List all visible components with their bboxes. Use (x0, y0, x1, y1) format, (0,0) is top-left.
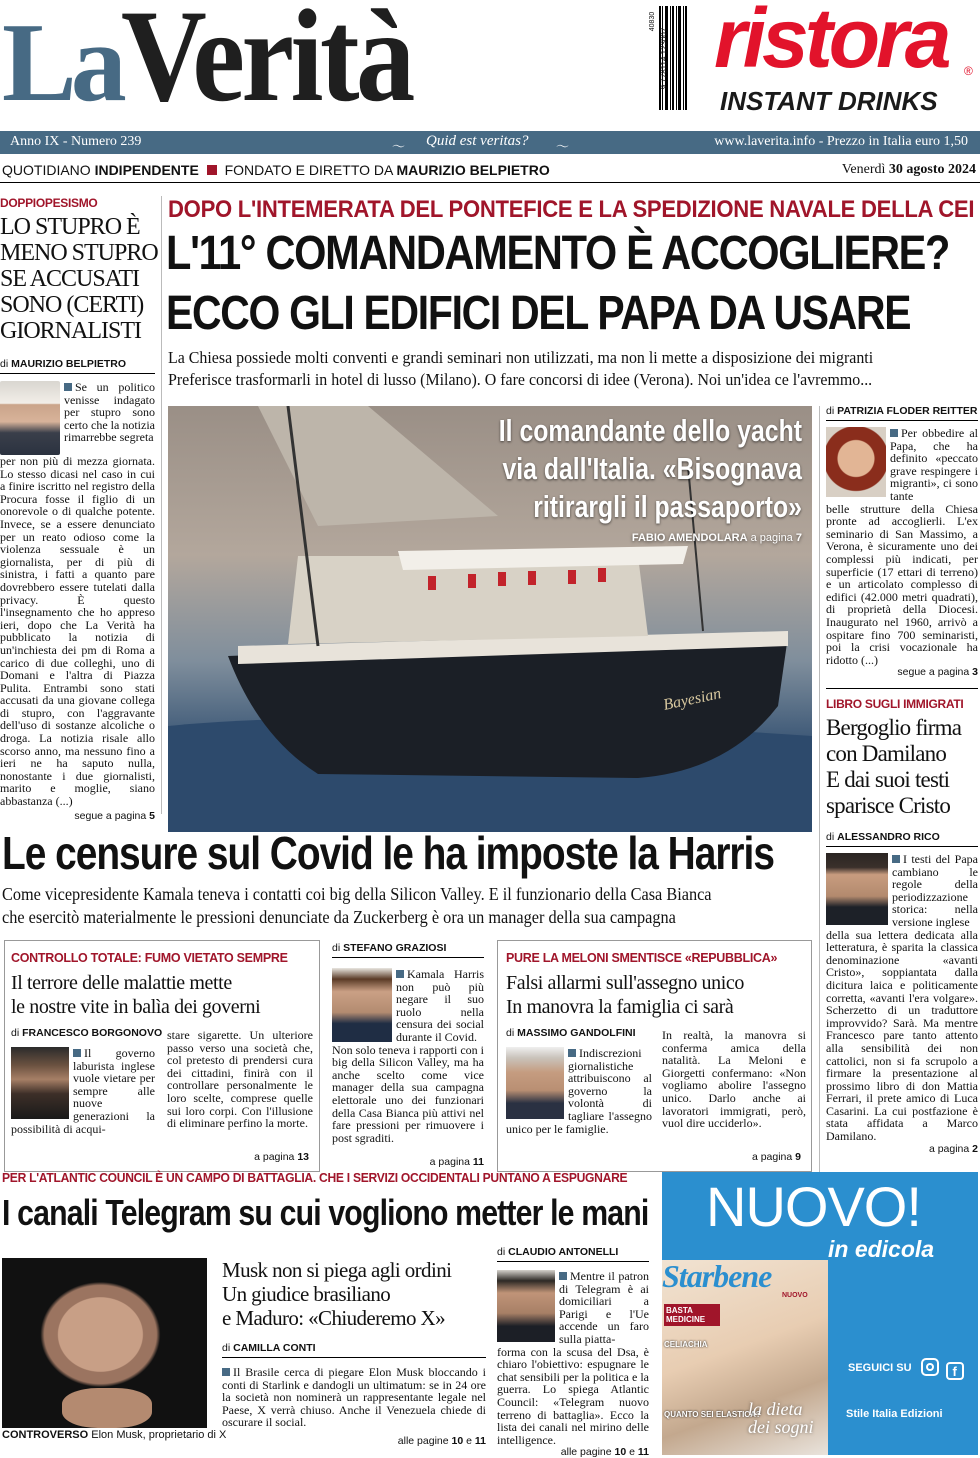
divider (819, 406, 820, 1178)
author-photo (497, 1270, 555, 1342)
telegram-headline[interactable]: I canali Telegram su cui vogliono metter le mani (2, 1192, 649, 1233)
kicker: DOPPIOPESISMO (0, 196, 98, 210)
author-photo (0, 381, 60, 455)
square-bullet-icon (892, 855, 900, 863)
byline: di MASSIMO GANDOLFINI (506, 1027, 636, 1039)
page-ref[interactable]: a pagina 13 (254, 1151, 309, 1163)
square-bullet-icon (222, 1368, 230, 1376)
square-bullet-icon (73, 1049, 81, 1057)
yacht-photo[interactable] (168, 406, 812, 832)
divider (332, 957, 484, 958)
divider (826, 420, 978, 421)
barcode-number: 9 778114 123007 (659, 27, 669, 90)
ad-title: NUOVO! (706, 1175, 921, 1238)
starbene-ad[interactable] (662, 1172, 978, 1455)
byline: di FRANCESCO BORGONOVO (11, 1027, 163, 1039)
article-body (0, 381, 155, 822)
musk-headline[interactable]: Musk non si piega agli ordini Un giudice brasiliano e Maduro: «Chiuderemo X» (222, 1258, 452, 1330)
page-ref[interactable]: alle pagine 10 e 11 (560, 1446, 649, 1458)
divider (497, 1261, 649, 1262)
main-headline-1[interactable]: L'11° COMANDAMENTO È ACCOGLIERE? (166, 227, 950, 280)
article-text-wrap: Se un politico venisse indagato per stupro sono certo che la notizia rimarrebbe segreta (64, 380, 155, 445)
page-ref[interactable]: segue a pagina 3 (897, 666, 978, 679)
musk-photo[interactable] (2, 1258, 207, 1428)
borgonovo-box: CONTROLLO TOTALE: FUMO VIETATO SEMPRE Il terrore delle malattie mette le nostre vite in balìa dei governi di FRANCESCO BORGONOVO Il governo laburista inglese vuole vietare per sempre alle nuove generazioni la possibilità di acqui- stare sigarette. Un ulteriore passo verso una società che, col pretesto di prendersi cura dei cittadini, finirà con il controllare personalmente le loro scelte, comprese quelle sui loro corpi. Con l'illusione di eliminare perfino la morte. a pagina 13 (4, 940, 320, 1172)
covid-headline[interactable]: Le censure sul Covid le ha imposte la Harris (2, 827, 774, 879)
author-photo (506, 1047, 564, 1119)
logo-la: La (2, 1, 121, 125)
swash-ornament-icon: 〜 (392, 139, 406, 154)
page-ref[interactable]: a pagina 2 (928, 1142, 978, 1155)
square-bullet-icon (64, 383, 72, 391)
main-deck-2: Preferisce trasformarli in hotel di lusso (Milano). O fare concorsi di idee (Verona). Noi un'idea ce l'avremmo... (168, 370, 873, 389)
byline: di PATRIZIA FLODER REITTER (826, 405, 978, 417)
instagram-icon[interactable] (921, 1358, 939, 1376)
yacht-overlay: Il comandante dello yacht via dall'Italia. «Bisognava ritirargli il passaporto» FABIO AMENDOLARA a pagina 7 (423, 412, 802, 544)
main-headline-2[interactable]: ECCO GLI EDIFICI DEL PAPA DA USARE (166, 287, 911, 340)
ad-publisher: Stile Italia Edizioni (846, 1408, 943, 1420)
issue-number: Anno IX - Numero 239 (10, 134, 142, 149)
square-bullet-icon (396, 970, 404, 978)
ristora-logo: ristora (714, 0, 948, 85)
antonelli-article: di CLAUDIO ANTONELLI Mentre il patron di Telegram è ai domiciliari a Parigi e l'Ue accende un faro sulla piatta- forma con la scusa del Dsa, è chiaro l'obiettivo: espugnare le chat sensibili per la politica e la guerra. Lo spiega Atlantic Council: «Telegram nuovo terreno di battaglia». Ecco la lista dei canali nel mirino delle intelligence. alle pagine 10 e 11 (497, 1246, 649, 1458)
square-bullet-icon (568, 1049, 576, 1057)
date: Venerdì 30 agosto 2024 (841, 162, 976, 177)
ristora-reg: ® (964, 64, 973, 78)
divider (826, 688, 978, 689)
divider (0, 373, 155, 374)
musk-article: Musk non si piega agli ordini Un giudice brasiliano e Maduro: «Chiuderemo X» di CAMILLA CONTI Il Brasile cerca di piegare Elon Musk bloccando i conti di Starlink e dandogli un ultimatum: se in 24 ore la società non nominerà un rappresentante legale nel Paese, X verrà chiuso. Anche il Venezuela chiede di oscurare il social. alle pagine 10 e 11 (222, 1258, 486, 1447)
left-headline[interactable]: LO STUPRO È MENO STUPRO SE ACCUSATI SONO (CERTI) GIORNALISTI (0, 214, 158, 344)
graziosi-article: di STEFANO GRAZIOSI Kamala Harris non può più negare il suo ruolo nella censura dei social durante il Covid. Non solo teneva i rapporti con i big della Silicon Valley, ma ha anche scelto come vice manager della sua campagna elettorale uno dei funzionari della Casa Bianca più attivi nel fare pressioni per rimuovere i post sgraditi. a pagina 11 (332, 942, 484, 1169)
byline: di CLAUDIO ANTONELLI (497, 1246, 619, 1258)
motto: Quid est veritas? (426, 133, 529, 149)
author-photo (826, 853, 888, 925)
divider (0, 182, 980, 183)
byline: di STEFANO GRAZIOSI (332, 942, 447, 954)
masthead-tagline: QUOTIDIANO INDIPENDENTE FONDATO E DIRETTO DA MAURIZIO BELPIETRO (2, 162, 550, 178)
facebook-icon[interactable]: f (946, 1362, 964, 1380)
author-photo (11, 1047, 69, 1119)
ristora-ad[interactable] (712, 0, 980, 122)
covid-deck-1: Come vicepresidente Kamala teneva i contatti coi big della Silicon Valley. E il funzionario della Casa Bianca (2, 884, 712, 904)
ristora-sub: INSTANT DRINKS (720, 86, 938, 116)
page-ref[interactable]: alle pagine 10 e 11 (397, 1434, 486, 1447)
page-ref[interactable]: a pagina 9 (751, 1151, 801, 1163)
author-photo (332, 968, 392, 1042)
article-text: per non più di mezza giornata. Lo stesso dicasi nel caso in cui a finire iscritto nel registro della Procura fosse il figlio di un onorevole o di qualche potente. Invece, se a essere denunciato per un reato odioso come la violenza sessuale è un giornalista, per di più di sinistra, i fatti a quanto pare dovrebbero essere tutelati dalla privacy. È questo l'insegnamento che ho appreso ieri, dopo che La Verità ha pubblicato la notizia di un'inchiesta dei pm di Roma a carico di due colleghi, uno di Domani e l'altra di Piazza Pulita. Entrambi sono stati accusati da una giovane collega di stupro, con l'aggravante dell'uso di sostanze alcoliche o droga. La notizia risale allo scorso anno, ma nessuno fino a ieri ne ha saputo nulla, nonostante i due giornalisti, marito e moglie, siano abbastanza (...) (0, 454, 155, 809)
photo-caption: CONTROVERSO Elon Musk, proprietario di X (2, 1429, 227, 1441)
gandolfini-box: PURE LA MELONI SMENTISCE «REPUBBLICA» Falsi allarmi sull'assegno unico In manovra la famiglia ci sarà di MASSIMO GANDOLFINI Indiscrezioni giornalistiche attribuiscono al governo la volontà di tagliare l'assegno unico per le famiglie. In realtà, la manovra si conferma amica della natalità. La Meloni e Giorgetti confermano: «Non vogliamo abolire l'assegno unico. Darlo anche ai lavoratori immigrati, però, vuol dire ucciderlo». a pagina 9 (497, 940, 812, 1172)
barcode-icon (645, 2, 689, 122)
divider (222, 1357, 486, 1358)
gandolfini-headline[interactable]: Falsi allarmi sull'assegno unico In manovra la famiglia ci sarà (506, 972, 744, 1018)
byline: di MAURIZIO BELPIETRO (0, 358, 127, 370)
follow-us: SEGUICI SU f (848, 1358, 964, 1380)
ad-subtitle: in edicola (828, 1236, 935, 1262)
divider (161, 196, 162, 814)
byline: di CAMILLA CONTI (222, 1342, 316, 1354)
masthead-logo[interactable] (2, 0, 444, 129)
telegram-kicker: PER L'ATLANTIC COUNCIL È UN CAMPO DI BATTAGLIA. CHE I SERVIZI OCCIDENTALI PUNTANO A ESPUGNARE (2, 1170, 628, 1185)
main-kicker: DOPO L'INTEMERATA DEL PONTEFICE E LA SPEDIZIONE NAVALE DELLA CEI (168, 196, 975, 223)
byline: di ALESSANDRO RICO (826, 831, 940, 843)
square-bullet-icon (890, 429, 898, 437)
site-price: www.laverita.info - Prezzo in Italia euro 1,50 (714, 134, 968, 149)
author-photo (826, 427, 886, 497)
page-ref[interactable]: a pagina 11 (429, 1156, 484, 1169)
left-column (0, 196, 158, 822)
logo-verita: Verità (120, 0, 412, 129)
barcode-issue: 40830 (649, 11, 657, 32)
boat-name: Bayesian (661, 685, 723, 714)
masthead-bar (0, 131, 980, 154)
floder-article: di PATRIZIA FLODER REITTER Per obbedire al Papa, che ha definito «peccato grave respingere i migranti», ci sono tante belle strutture della Chiesa pronte ad accoglierli. L'ex seminario di San Massimo, a Verona, è sicuramente uno dei complessi più indicati, per superficie (17 ettari di terreno) e un articolato complesso di edifici (42.000 metri quadrati), di proprietà della Diocesi. Inaugurato nel 1960, arrivò a ospitare fino 700 seminaristi, poi la crisi vocazionale ha ridotto (...) segue a pagina 3 (826, 405, 978, 679)
bergoglio-headline[interactable]: Bergoglio firma con Damilano E dai suoi testi sparisce Cristo (826, 715, 962, 818)
byline[interactable]: FABIO AMENDOLARA a pagina 7 (631, 532, 802, 544)
divider (826, 846, 978, 847)
covid-deck-2: che esercitò materialmente le pressioni denunciate da Zuckerberg è ora un manager della sua campagna (2, 907, 676, 927)
magazine-cover: Starbene NUOVO BASTA MEDICINE CELIACHIA QUANTO SEI ELASTICA? la dieta dei sogni (662, 1260, 828, 1455)
bergoglio-article: LIBRO SUGLI IMMIGRATI Bergoglio firma con Damilano E dai suoi testi sparisce Cristo di ALESSANDRO RICO I testi del Papa cambiano le regole della periodizzazione storica: nella versione inglese della sua lettera dedicata alla letteratura, è sparita la classica denominazione «avanti Cristo», soppiantata dalla dicitura laica e politicamente corretta, «avanti l'era volgare». Scherzetto di un traduttore improvvido? Sarà. Ma mentre Francesco pare tanto attento alla sensibilità dei non cattolici, non si fa scrupolo a firmare la presentazione al prossimo libro di don Mattia Ferrari, il prete amico di Luca Casarini. La cui postfazione è stata affidata a Marco Damilano. a pagina 2 (826, 697, 978, 1155)
page-ref[interactable]: segue a pagina 5 (74, 809, 155, 822)
borgonovo-headline[interactable]: Il terrore delle malattie mette le nostre vite in balìa dei governi (11, 972, 261, 1018)
main-deck-1: La Chiesa possiede molti conventi e grandi seminari non utilizzati, ma non li mette a disposizione dei migranti (168, 348, 874, 367)
square-bullet-icon (207, 165, 217, 175)
swash-ornament-icon: 〜 (556, 139, 570, 154)
square-bullet-icon (559, 1272, 567, 1280)
